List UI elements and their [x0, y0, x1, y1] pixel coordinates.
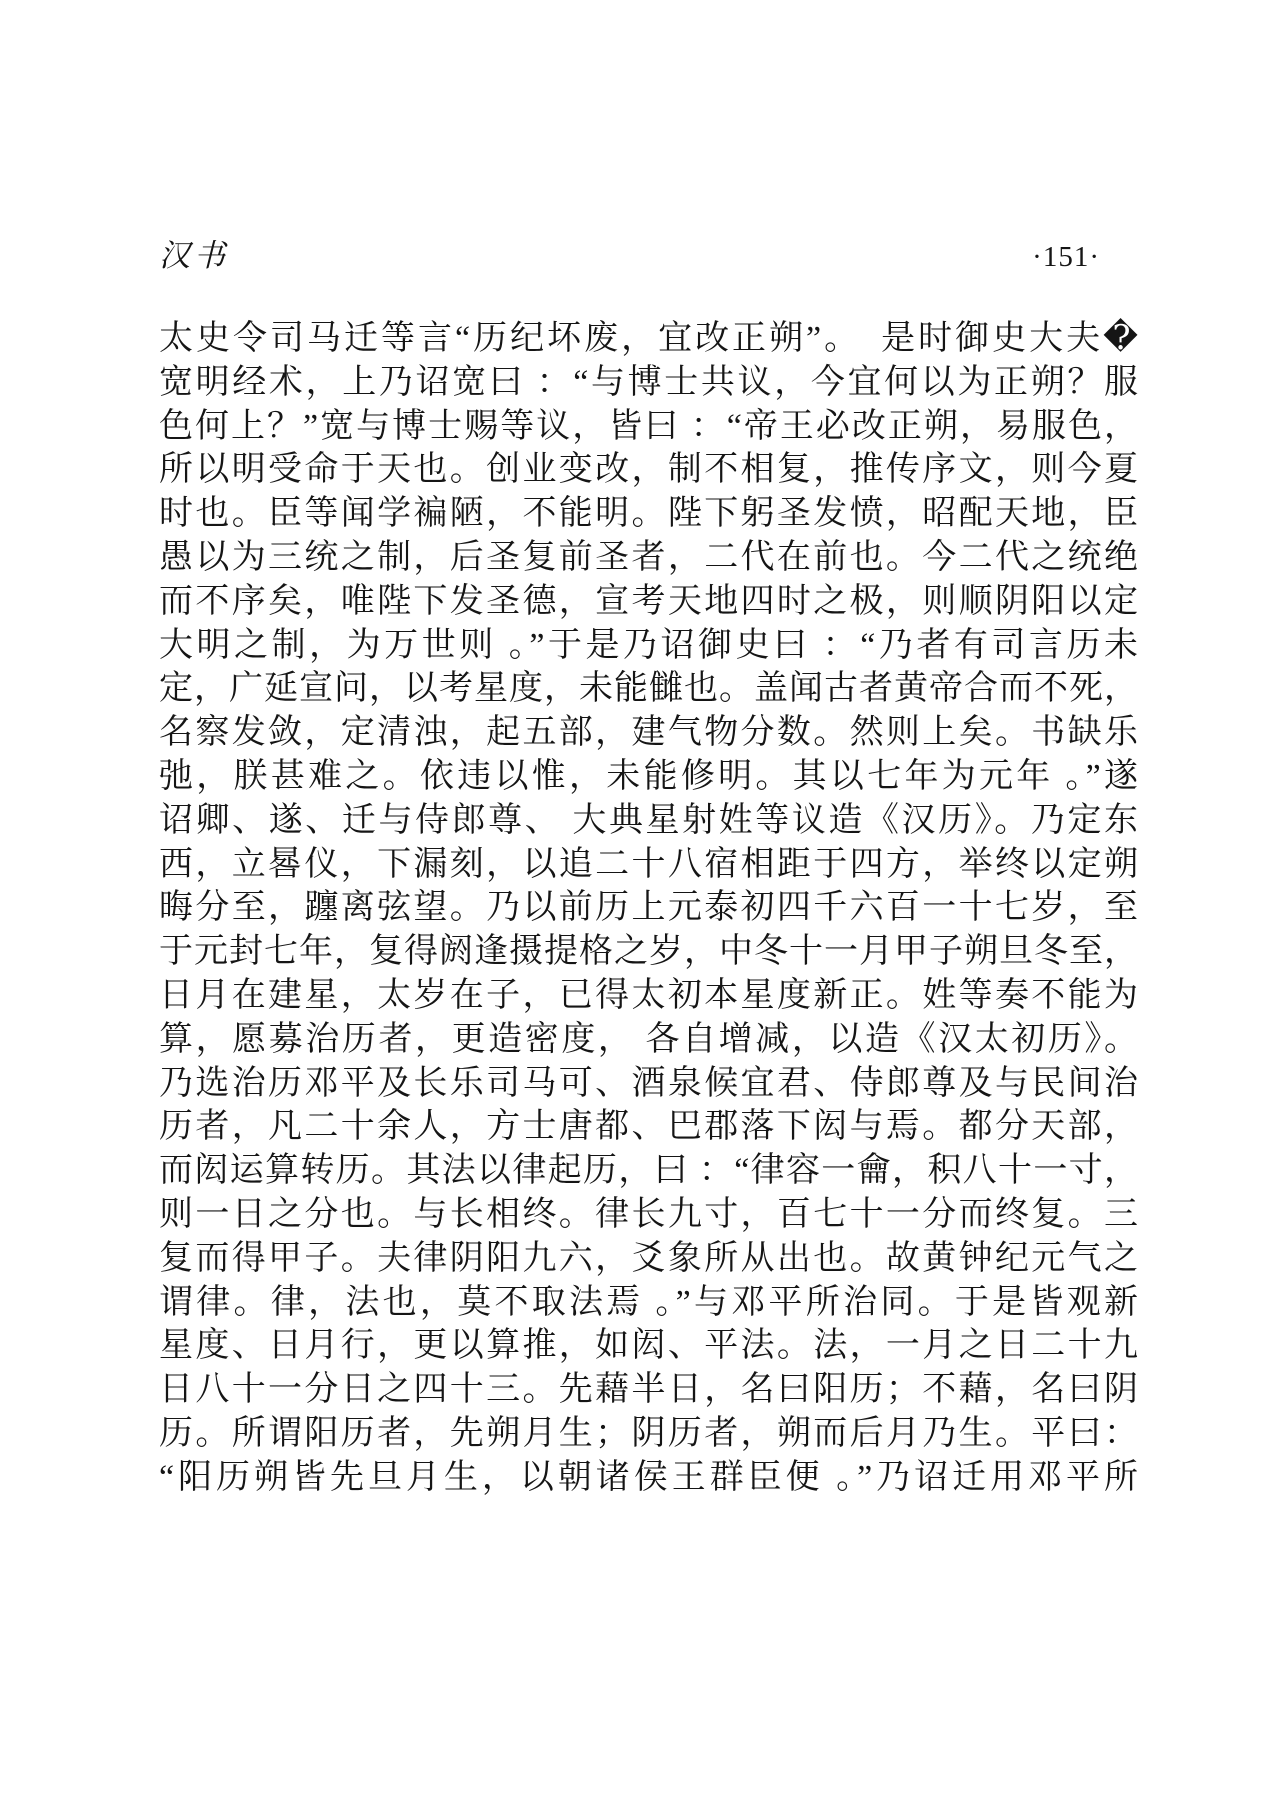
text-line: 星度、日月行，更以算推，如闳、平法。法，一月之日二十九: [159, 1327, 1138, 1365]
book-title: 汉书: [159, 238, 229, 273]
text-line: 谓律。律，法也，莫不取法焉 。”与邓平所治同。于是皆观新: [159, 1283, 1138, 1321]
body-text: [159, 317, 1138, 1500]
text-line: 太史令司马迁等言“历纪坏废，宜改正朔”。 是时御史大夫�: [159, 320, 1138, 357]
text-line: 历。所谓阳历者，先朔月生；阴历者，朔而后月乃生。平曰：: [159, 1414, 1138, 1452]
text-line: 算，愿募治历者，更造密度， 各自增减，以造《汉太初历》。: [159, 1020, 1138, 1058]
running-header: [159, 230, 1100, 275]
text-line: 愚以为三统之制，后圣复前圣者，二代在前也。今二代之统绝: [159, 538, 1138, 576]
text-line: 复而得甲子。夫律阴阳九六，爻象所从出也。故黄钟纪元气之: [159, 1239, 1138, 1277]
text-line: 名察发敛，定清浊，起五部，建气物分数。然则上矣。书缺乐: [159, 714, 1138, 752]
text-line: 于元封七年，复得阏逢摄提格之岁，中冬十一月甲子朔旦冬至，: [159, 933, 1138, 971]
text-line: 日月在建星，太岁在子，已得太初本星度新正。姓等奏不能为: [159, 976, 1138, 1014]
text-line: 色何上？”宽与博士赐等议，皆曰 ：“帝王必改正朔，易服色，: [159, 407, 1138, 445]
text-line: 宽明经术，上乃诏宽曰 ：“与博士共议，今宜何以为正朔？服: [159, 363, 1138, 401]
text-line: 晦分至，躔离弦望。乃以前历上元泰初四千六百一十七岁，至: [159, 889, 1138, 927]
text-line: 弛，朕甚难之。依违以惟，未能修明。其以七年为元年 。”遂: [159, 757, 1138, 795]
text-line: 时也。臣等闻学褊陋，不能明。陛下躬圣发愤，昭配天地，臣: [159, 495, 1138, 533]
text-line: 定，广延宣问，以考星度，未能雠也。盖闻古者黄帝合而不死，: [159, 670, 1138, 708]
text-line: 所以明受命于天也。创业变改，制不相复，推传序文，则今夏: [159, 451, 1138, 489]
text-line: 大明之制，为万世则 。”于是乃诏御史曰 ：“乃者有司言历未: [159, 626, 1138, 664]
text-line: 则一日之分也。与长相终。律长九寸，百七十一分而终复。三: [159, 1195, 1138, 1233]
text-line: 日八十一分日之四十三。先藉半日，名曰阳历；不藉，名曰阴: [159, 1371, 1138, 1409]
text-line: “阳历朔皆先旦月生，以朝诸侯王群臣便 。”乃诏迁用邓平所: [159, 1458, 1138, 1496]
text-line: 西，立晷仪，下漏刻，以追二十八宿相距于四方，举终以定朔: [159, 845, 1138, 883]
text-line: 历者，凡二十余人，方士唐都、巴郡落下闳与焉。都分天部，: [159, 1108, 1138, 1146]
text-line: 而不序矣，唯陛下发圣德，宣考天地四时之极，则顺阴阳以定: [159, 582, 1138, 620]
page-number: ·151·: [1032, 241, 1100, 273]
text-line: 而闳运算转历。其法以律起历，曰 ：“律容一龠，积八十一寸，: [159, 1152, 1138, 1190]
text-line: 诏卿、遂、迁与侍郎尊、 大典星射姓等议造《汉历》。乃定东: [159, 801, 1138, 839]
text-line: 乃选治历邓平及长乐司马可、酒泉候宜君、侍郎尊及与民间治: [159, 1064, 1138, 1102]
